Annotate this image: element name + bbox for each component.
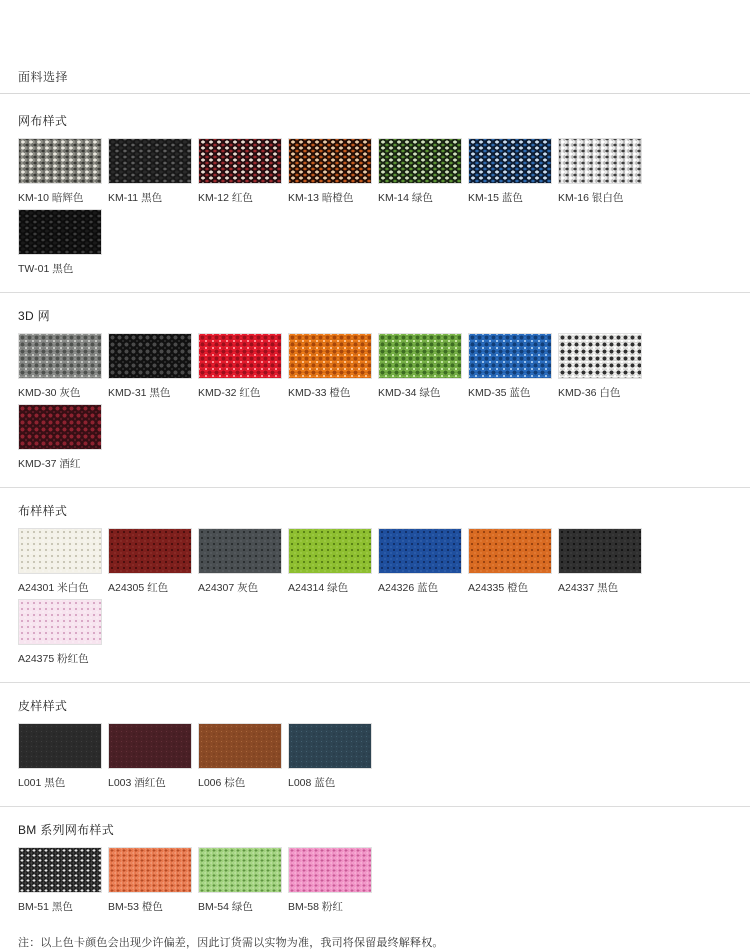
swatch-image[interactable]: [18, 528, 102, 574]
swatch-image[interactable]: [468, 138, 552, 184]
swatch-item[interactable]: [198, 138, 282, 205]
title-divider: [0, 93, 750, 94]
fabric-section: [18, 112, 732, 293]
footnote: 注：以上色卡颜色会出现少许偏差，因此订货需以实物为准，我司将保留最终解释权。: [18, 937, 444, 949]
section-divider: [0, 487, 750, 488]
swatch-label: KMD-36 白色: [558, 387, 621, 399]
sections-container: [18, 112, 732, 918]
swatch-label: L003 酒红色: [108, 777, 166, 789]
section-title: 布样样式: [18, 504, 68, 518]
swatch-label: L001 黑色: [18, 777, 66, 789]
page-title: 面料选择: [18, 70, 69, 84]
swatch-row: [18, 138, 732, 280]
swatch-row: [18, 847, 732, 918]
swatch-image[interactable]: [378, 138, 462, 184]
swatch-item[interactable]: [18, 404, 102, 471]
swatch-item[interactable]: [18, 599, 102, 666]
swatch-label: BM-51 黑色: [18, 901, 73, 913]
swatch-label: KM-11 黑色: [108, 192, 163, 204]
swatch-item[interactable]: [558, 138, 642, 205]
swatch-item[interactable]: [558, 528, 642, 595]
swatch-label: KMD-37 酒红: [18, 458, 81, 470]
swatch-item[interactable]: [468, 333, 552, 400]
swatch-image[interactable]: [18, 333, 102, 379]
section-divider: [0, 292, 750, 293]
section-divider: [0, 806, 750, 807]
swatch-item[interactable]: [378, 528, 462, 595]
swatch-label: L008 蓝色: [288, 777, 336, 789]
swatch-image[interactable]: [18, 404, 102, 450]
swatch-label: TW-01 黑色: [18, 263, 74, 275]
swatch-label: A24301 米白色: [18, 582, 89, 594]
swatch-item[interactable]: [468, 528, 552, 595]
swatch-image[interactable]: [558, 138, 642, 184]
swatch-image[interactable]: [108, 847, 192, 893]
swatch-image[interactable]: [108, 723, 192, 769]
swatch-label: KM-15 蓝色: [468, 192, 523, 204]
swatch-item[interactable]: [108, 528, 192, 595]
swatch-item[interactable]: [198, 723, 282, 790]
swatch-item[interactable]: [288, 138, 372, 205]
swatch-label: A24305 红色: [108, 582, 169, 594]
swatch-label: A24307 灰色: [198, 582, 259, 594]
fabric-section: [18, 502, 732, 683]
section-title: BM 系列网布样式: [18, 823, 115, 837]
swatch-image[interactable]: [108, 528, 192, 574]
swatch-label: KMD-35 蓝色: [468, 387, 531, 399]
swatch-image[interactable]: [288, 138, 372, 184]
swatch-label: L006 棕色: [198, 777, 246, 789]
swatch-label: KM-12 红色: [198, 192, 253, 204]
swatch-image[interactable]: [378, 333, 462, 379]
swatch-label: A24375 粉红色: [18, 653, 89, 665]
swatch-label: BM-53 橙色: [108, 901, 163, 913]
swatch-label: KM-10 暗辉色: [18, 192, 84, 204]
swatch-item[interactable]: [18, 847, 102, 914]
swatch-item[interactable]: [18, 138, 102, 205]
swatch-item[interactable]: [108, 138, 192, 205]
swatch-item[interactable]: [108, 847, 192, 914]
swatch-image[interactable]: [18, 723, 102, 769]
fabric-section: [18, 697, 732, 807]
swatch-item[interactable]: [288, 528, 372, 595]
swatch-label: KM-13 暗橙色: [288, 192, 354, 204]
swatch-label: A24326 蓝色: [378, 582, 439, 594]
swatch-image[interactable]: [378, 528, 462, 574]
swatch-image[interactable]: [108, 138, 192, 184]
swatch-label: A24337 黑色: [558, 582, 619, 594]
swatch-label: KM-16 银白色: [558, 192, 624, 204]
swatch-label: KMD-32 红色: [198, 387, 261, 399]
swatch-item[interactable]: [18, 528, 102, 595]
swatch-row: [18, 723, 732, 794]
swatch-item[interactable]: [108, 333, 192, 400]
swatch-item[interactable]: [198, 333, 282, 400]
swatch-label: BM-54 绿色: [198, 901, 253, 913]
swatch-image[interactable]: [18, 209, 102, 255]
swatch-item[interactable]: [378, 138, 462, 205]
swatch-image[interactable]: [558, 333, 642, 379]
swatch-image[interactable]: [18, 138, 102, 184]
swatch-item[interactable]: [198, 847, 282, 914]
swatch-image[interactable]: [558, 528, 642, 574]
swatch-image[interactable]: [288, 333, 372, 379]
swatch-label: KMD-31 黑色: [108, 387, 171, 399]
swatch-item[interactable]: [288, 333, 372, 400]
swatch-item[interactable]: [378, 333, 462, 400]
swatch-label: KMD-30 灰色: [18, 387, 81, 399]
swatch-image[interactable]: [198, 847, 282, 893]
swatch-item[interactable]: [18, 723, 102, 790]
section-title: 网布样式: [18, 114, 68, 128]
swatch-image[interactable]: [18, 599, 102, 645]
swatch-item[interactable]: [288, 723, 372, 790]
fabric-section: [18, 821, 732, 918]
section-title: 3D 网: [18, 309, 50, 323]
swatch-image[interactable]: [198, 723, 282, 769]
swatch-label: KMD-33 橙色: [288, 387, 351, 399]
swatch-label: KMD-34 绿色: [378, 387, 441, 399]
swatch-item[interactable]: [288, 847, 372, 914]
swatch-item[interactable]: [468, 138, 552, 205]
swatch-image[interactable]: [468, 528, 552, 574]
swatch-item[interactable]: [198, 528, 282, 595]
swatch-label: BM-58 粉红: [288, 901, 343, 913]
swatch-image[interactable]: [198, 528, 282, 574]
swatch-item[interactable]: [18, 209, 102, 276]
swatch-image[interactable]: [288, 723, 372, 769]
fabric-section: [18, 307, 732, 488]
swatch-label: KM-14 绿色: [378, 192, 433, 204]
section-divider: [0, 682, 750, 683]
swatch-image[interactable]: [198, 333, 282, 379]
swatch-image[interactable]: [18, 847, 102, 893]
swatch-row: [18, 333, 732, 475]
swatch-image[interactable]: [288, 528, 372, 574]
swatch-image[interactable]: [108, 333, 192, 379]
section-title: 皮样样式: [18, 699, 68, 713]
swatch-label: A24335 橙色: [468, 582, 529, 594]
swatch-image[interactable]: [288, 847, 372, 893]
swatch-item[interactable]: [18, 333, 102, 400]
swatch-image[interactable]: [468, 333, 552, 379]
swatch-row: [18, 528, 732, 670]
swatch-item[interactable]: [108, 723, 192, 790]
swatch-label: A24314 绿色: [288, 582, 349, 594]
swatch-item[interactable]: [558, 333, 642, 400]
swatch-image[interactable]: [198, 138, 282, 184]
